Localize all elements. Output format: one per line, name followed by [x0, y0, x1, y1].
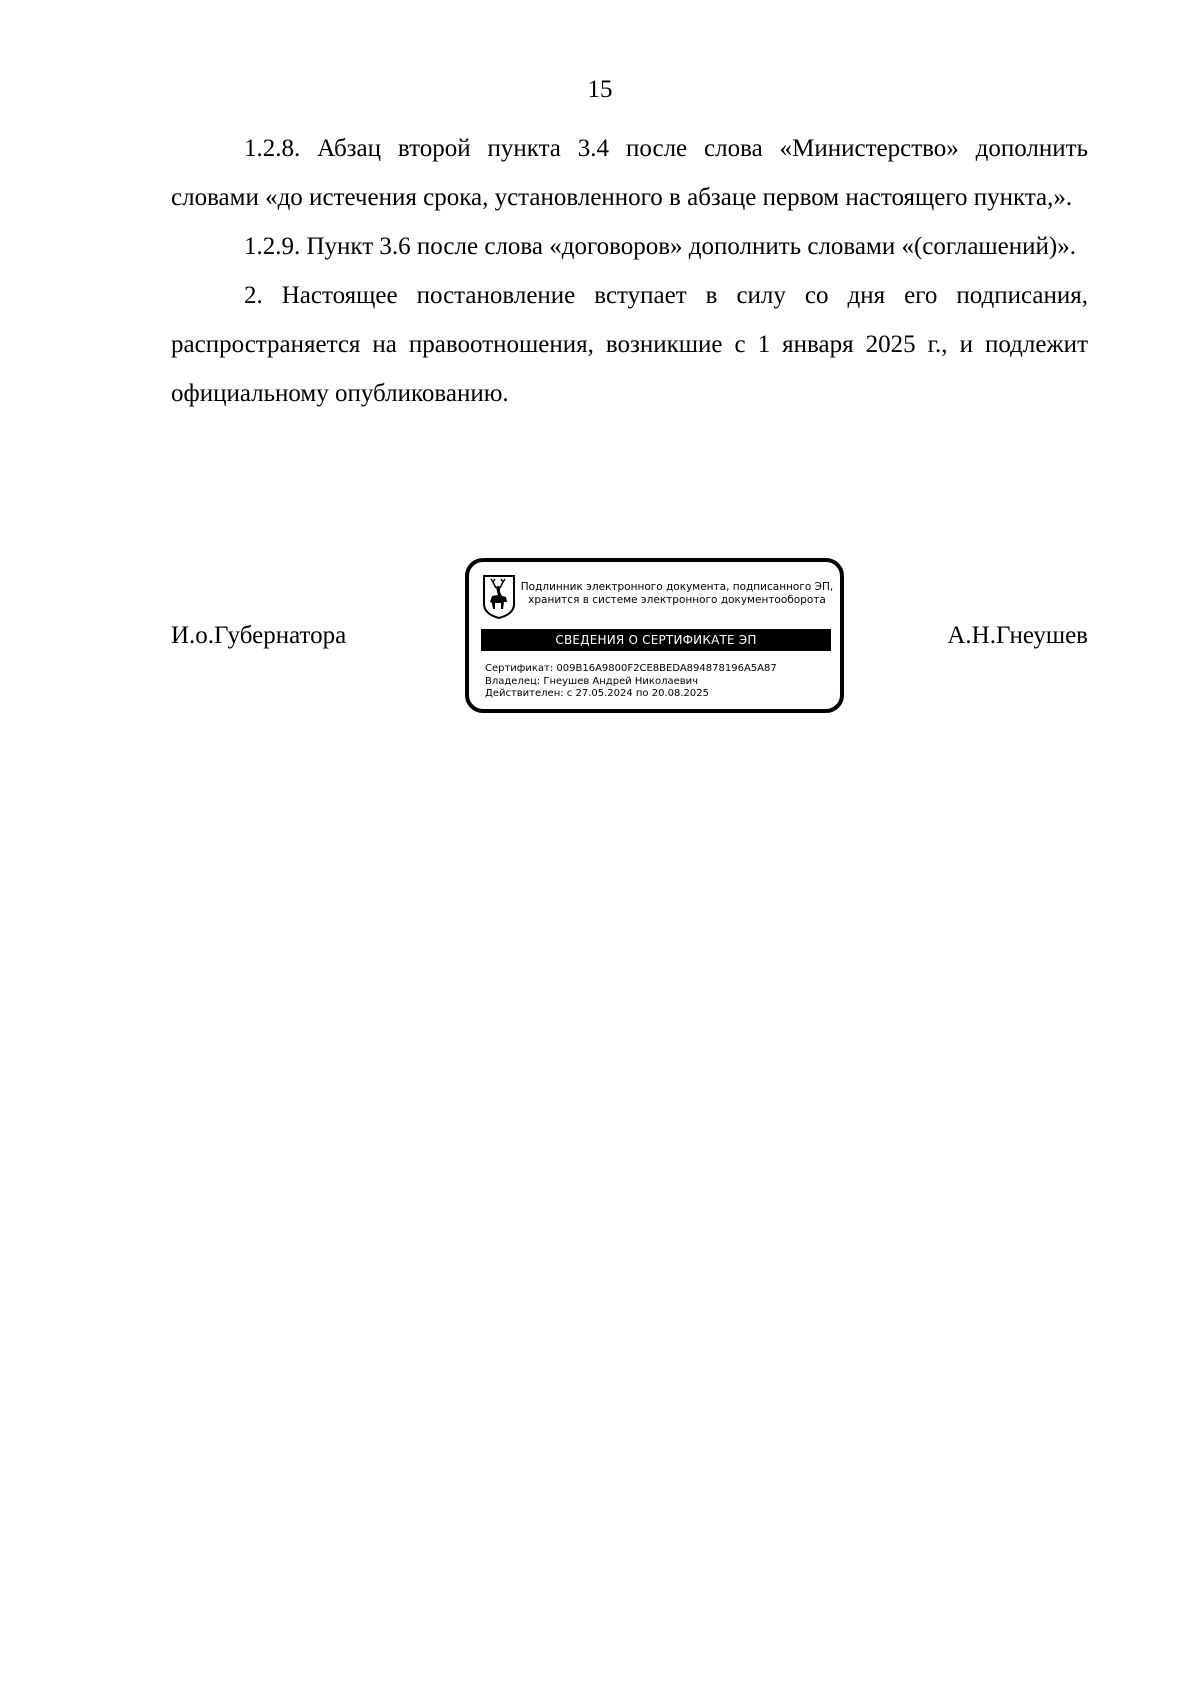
paragraph-1-2-9: 1.2.9. Пункт 3.6 после слова «договоров» дополнить словами «(соглашений)». — [244, 233, 1076, 260]
electronic-signature-stamp — [465, 558, 844, 713]
stamp-header-line-2: хранится в системе электронного документооборота — [528, 594, 826, 606]
document-body — [171, 124, 1088, 418]
certificate-info-bar: СВЕДЕНИЯ О СЕРТИФИКАТЕ ЭП — [481, 629, 831, 651]
certificate-number: Сертификат: 009B16A9800F2CE8BEDA894878196A5A87 — [485, 663, 777, 674]
certificate-owner: Владелец: Гнеушев Андрей Николаевич — [485, 675, 699, 687]
signatory-name: А.Н.Гнеушев — [947, 622, 1088, 649]
stamp-header-line-1: Подлинник электронного документа, подписанного ЭП, — [520, 581, 834, 593]
paragraph-1-2-8: 1.2.8. Абзац второй пункта 3.4 после слова «Министерство» дополнить словами «до истечения срока, установленного в абзаце первом настоящего пункта,». — [171, 135, 1088, 211]
signatory-position: И.о.Губернатора — [171, 622, 347, 649]
certificate-details — [485, 663, 777, 701]
page-number: 15 — [587, 76, 613, 103]
certificate-validity: Действителен: с 27.05.2024 по 20.08.2025 — [485, 688, 709, 699]
signature-block — [171, 558, 1088, 718]
coat-of-arms-deer-icon — [482, 574, 516, 620]
paragraph-2: 2. Настоящее постановление вступает в силу со дня его подписания, распространяется на правоотношения, возникшие с 1 января 2025 г., и подлежит официальному опубликованию. — [171, 282, 1088, 407]
stamp-header — [517, 581, 837, 607]
